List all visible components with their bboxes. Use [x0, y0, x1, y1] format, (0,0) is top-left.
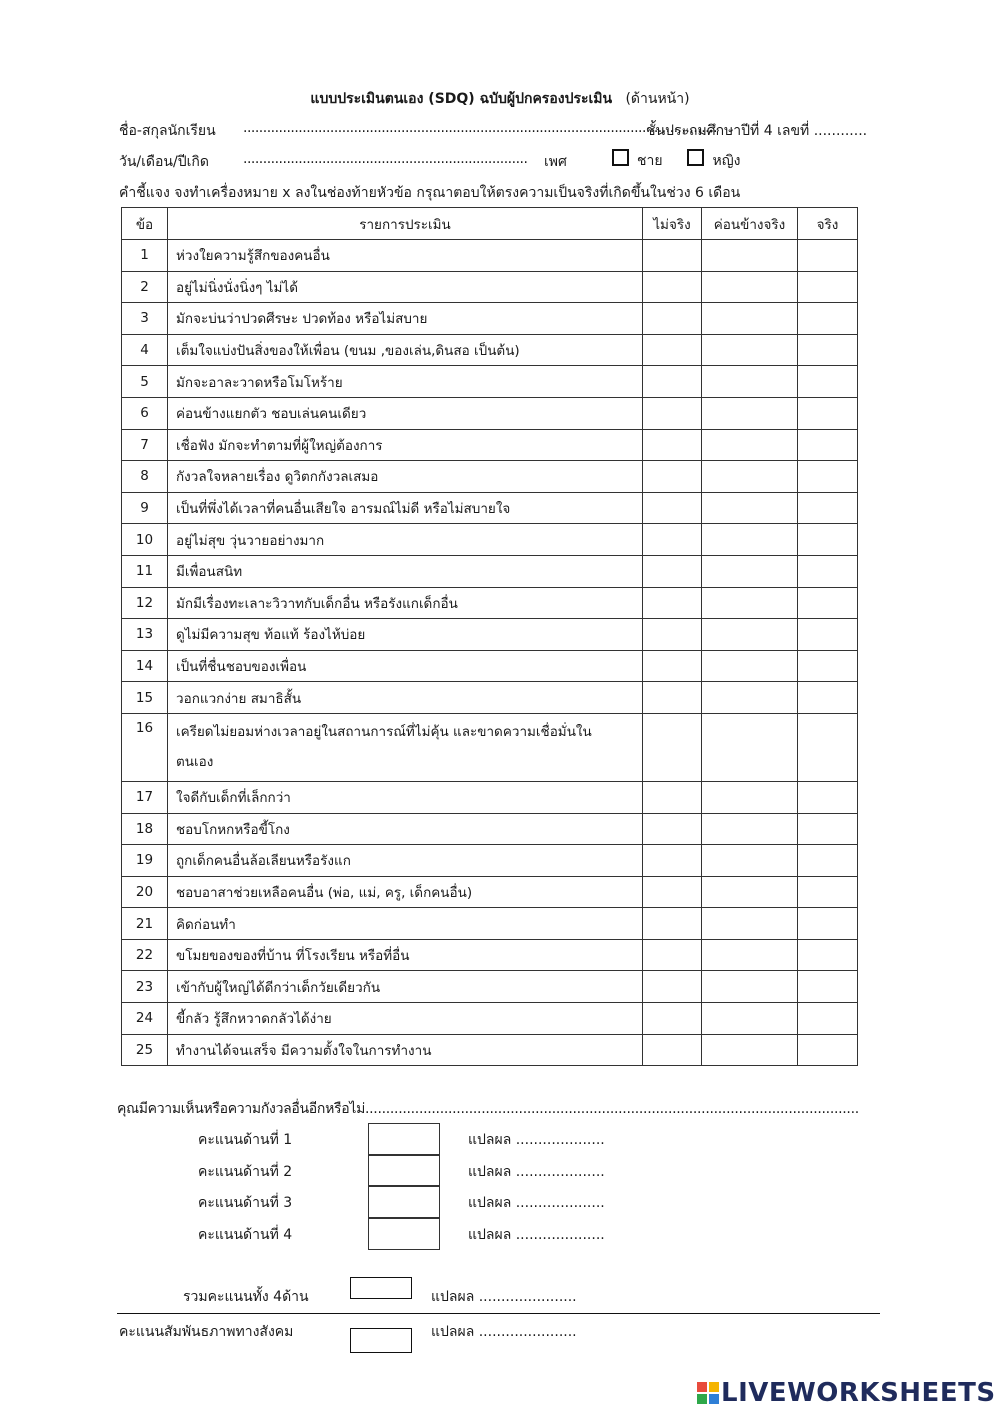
watermark-text: LIVEWORKSHEETS — [721, 1378, 996, 1408]
table-row — [122, 682, 858, 714]
item-number: 8 — [122, 461, 168, 493]
item-text: ชอบอาสาช่วยเหลือคนอื่น (พ่อ, แม่, ครู, เด็กคนอื่น) — [168, 876, 643, 908]
answer-not-true-cell[interactable] — [643, 971, 702, 1003]
answer-not-true-cell[interactable] — [643, 876, 702, 908]
item-number: 14 — [122, 650, 168, 682]
social-interp[interactable]: แปลผล ...................... — [431, 1324, 577, 1340]
answer-somewhat-true-cell[interactable] — [702, 334, 798, 366]
item-text: เป็นที่พึ่งได้เวลาที่คนอื่นเสียใจ อารมณ์ไม่ดี หรือไม่สบายใจ — [168, 492, 643, 524]
score-3-label: คะแนนด้านที่ 3 — [198, 1195, 293, 1211]
answer-somewhat-true-cell[interactable] — [702, 939, 798, 971]
liveworksheets-logo — [697, 1378, 996, 1408]
answer-somewhat-true-cell[interactable] — [702, 397, 798, 429]
instruction: คำชี้แจง จงทำเครื่องหมาย x ลงในช่องท้ายหัวข้อ กรุณาตอบให้ตรงความเป็นจริงที่เกิดขึ้นในช่วง 6 เดือน — [119, 185, 741, 201]
liveworksheets-mark-icon — [697, 1382, 719, 1404]
item-text: ชอบโกหกหรือขี้โกง — [168, 813, 643, 845]
answer-somewhat-true-cell[interactable] — [702, 271, 798, 303]
answer-somewhat-true-cell[interactable] — [702, 1003, 798, 1035]
table-row — [122, 492, 858, 524]
answer-true-cell[interactable] — [798, 555, 858, 587]
item-text — [168, 713, 643, 781]
item-text: เต็มใจแบ่งปันสิ่งของให้เพื่อน (ขนม ,ของเล่น,ดินสอ เป็นต้น) — [168, 334, 643, 366]
table-row — [122, 429, 858, 461]
answer-true-cell[interactable] — [798, 619, 858, 651]
table-row — [122, 650, 858, 682]
answer-not-true-cell[interactable] — [643, 781, 702, 813]
comment-line[interactable]: คุณมีความเห็นหรือความกังวลอื่นอีกหรือไม่....................................................................................................................... — [117, 1101, 859, 1117]
item-number: 21 — [122, 908, 168, 940]
score-1-box[interactable] — [368, 1123, 440, 1156]
answer-true-cell[interactable] — [798, 587, 858, 619]
item-text: ค่อนข้างแยกตัว ชอบเล่นคนเดียว — [168, 397, 643, 429]
item-text: ขี้กลัว รู้สึกหวาดกลัวได้ง่าย — [168, 1003, 643, 1035]
answer-true-cell[interactable] — [798, 813, 858, 845]
sex-label: เพศ — [544, 154, 567, 170]
answer-true-cell[interactable] — [798, 781, 858, 813]
table-row — [122, 334, 858, 366]
answer-not-true-cell[interactable] — [643, 587, 702, 619]
answer-not-true-cell[interactable] — [643, 240, 702, 272]
total-interp[interactable]: แปลผล ...................... — [431, 1289, 577, 1305]
item-number: 12 — [122, 587, 168, 619]
item-text: คิดก่อนทำ — [168, 908, 643, 940]
table-row — [122, 713, 858, 781]
score-3-box[interactable] — [368, 1185, 440, 1219]
answer-not-true-cell[interactable] — [643, 1003, 702, 1035]
item-number: 18 — [122, 813, 168, 845]
item-text: มักจะบ่นว่าปวดศีรษะ ปวดท้อง หรือไม่สบาย — [168, 303, 643, 335]
item-text-line-1: เครียดไม่ยอมห่างเวลาอยู่ในสถานการณ์ที่ไม่คุ้น และขาดความเชื่อมั่นใน — [176, 724, 592, 741]
header-no: ข้อ — [122, 208, 168, 240]
answer-not-true-cell[interactable] — [643, 713, 702, 781]
answer-somewhat-true-cell[interactable] — [702, 461, 798, 493]
score-2-box[interactable] — [368, 1154, 440, 1187]
answer-somewhat-true-cell[interactable] — [702, 240, 798, 272]
male-label: ชาย — [637, 153, 663, 169]
item-number: 11 — [122, 555, 168, 587]
table-row — [122, 876, 858, 908]
item-number: 25 — [122, 1034, 168, 1066]
table-row — [122, 587, 858, 619]
table-row — [122, 845, 858, 877]
item-text: เข้ากับผู้ใหญ่ได้ดีกว่าเด็กวัยเดียวกัน — [168, 971, 643, 1003]
answer-not-true-cell[interactable] — [643, 555, 702, 587]
answer-somewhat-true-cell[interactable] — [702, 650, 798, 682]
answer-true-cell[interactable] — [798, 1034, 858, 1066]
item-number: 16 — [122, 713, 168, 781]
answer-true-cell[interactable] — [798, 650, 858, 682]
item-number: 9 — [122, 492, 168, 524]
table-row — [122, 366, 858, 398]
answer-true-cell[interactable] — [798, 876, 858, 908]
item-text: มีเพื่อนสนิท — [168, 555, 643, 587]
score-4-label: คะแนนด้านที่ 4 — [198, 1227, 293, 1243]
item-text: ขโมยของของที่บ้าน ที่โรงเรียน หรือที่อื่น — [168, 939, 643, 971]
item-text: มักจะอาละวาดหรือโมโหร้าย — [168, 366, 643, 398]
answer-somewhat-true-cell[interactable] — [702, 303, 798, 335]
answer-true-cell[interactable] — [798, 303, 858, 335]
item-text: ห่วงใยความรู้สึกของคนอื่น — [168, 240, 643, 272]
item-number: 23 — [122, 971, 168, 1003]
header-true: จริง — [798, 208, 858, 240]
answer-somewhat-true-cell[interactable] — [702, 524, 798, 556]
answer-not-true-cell[interactable] — [643, 619, 702, 651]
item-number: 6 — [122, 397, 168, 429]
answer-true-cell[interactable] — [798, 939, 858, 971]
table-row — [122, 524, 858, 556]
table-row — [122, 781, 858, 813]
answer-not-true-cell[interactable] — [643, 1034, 702, 1066]
answer-not-true-cell[interactable] — [643, 366, 702, 398]
answer-somewhat-true-cell[interactable] — [702, 587, 798, 619]
table-row — [122, 271, 858, 303]
answer-true-cell[interactable] — [798, 908, 858, 940]
item-text-line-2: ตนเอง — [176, 754, 214, 771]
male-checkbox[interactable] — [612, 149, 629, 166]
table-row — [122, 619, 858, 651]
answer-true-cell[interactable] — [798, 845, 858, 877]
item-text: ทำงานได้จนเสร็จ มีความตั้งใจในการทำงาน — [168, 1034, 643, 1066]
table-row — [122, 555, 858, 587]
score-1-interp[interactable]: แปลผล .................... — [468, 1132, 605, 1148]
score-2-label: คะแนนด้านที่ 2 — [198, 1164, 293, 1180]
item-number: 22 — [122, 939, 168, 971]
item-number: 3 — [122, 303, 168, 335]
answer-somewhat-true-cell[interactable] — [702, 971, 798, 1003]
dob-label: วัน/เดือน/ปีเกิด — [119, 154, 209, 170]
item-number: 7 — [122, 429, 168, 461]
item-text: วอกแวกง่าย สมาธิสั้น — [168, 682, 643, 714]
item-text: ดูไม่มีความสุข ท้อแท้ ร้องไห้บ่อย — [168, 619, 643, 651]
item-text: ถูกเด็กคนอื่นล้อเลียนหรือรังแก — [168, 845, 643, 877]
score-4-interp[interactable]: แปลผล .................... — [468, 1227, 605, 1243]
answer-true-cell[interactable] — [798, 682, 858, 714]
answer-somewhat-true-cell[interactable] — [702, 713, 798, 781]
answer-true-cell[interactable] — [798, 461, 858, 493]
item-number: 17 — [122, 781, 168, 813]
table-row — [122, 461, 858, 493]
answer-true-cell[interactable] — [798, 492, 858, 524]
table-row — [122, 303, 858, 335]
table-row — [122, 1034, 858, 1066]
answer-true-cell[interactable] — [798, 524, 858, 556]
item-number: 20 — [122, 876, 168, 908]
answer-not-true-cell[interactable] — [643, 461, 702, 493]
answer-somewhat-true-cell[interactable] — [702, 492, 798, 524]
answer-not-true-cell[interactable] — [643, 813, 702, 845]
answer-not-true-cell[interactable] — [643, 429, 702, 461]
header-somewhat-true: ค่อนข้างจริง — [702, 208, 798, 240]
table-row — [122, 971, 858, 1003]
score-1-label: คะแนนด้านที่ 1 — [198, 1132, 293, 1148]
table-row — [122, 397, 858, 429]
social-label: คะแนนสัมพันธภาพทางสังคม — [119, 1324, 294, 1340]
grade-label[interactable]: ชั้นประถมศึกษาปีที่ 4 เลขที่ ............ — [646, 123, 868, 139]
answer-true-cell[interactable] — [798, 1003, 858, 1035]
item-number: 2 — [122, 271, 168, 303]
answer-not-true-cell[interactable] — [643, 845, 702, 877]
item-number: 5 — [122, 366, 168, 398]
answer-not-true-cell[interactable] — [643, 650, 702, 682]
female-checkbox[interactable] — [687, 149, 704, 166]
item-text: มักมีเรื่องทะเลาะวิวาทกับเด็กอื่น หรือรังแกเด็กอื่น — [168, 587, 643, 619]
item-number: 10 — [122, 524, 168, 556]
item-text: เป็นที่ชื่นชอบของเพื่อน — [168, 650, 643, 682]
name-label: ชื่อ-สกุลนักเรียน — [119, 123, 216, 139]
answer-somewhat-true-cell[interactable] — [702, 1034, 798, 1066]
answer-not-true-cell[interactable] — [643, 908, 702, 940]
social-box[interactable] — [350, 1328, 412, 1353]
answer-somewhat-true-cell[interactable] — [702, 876, 798, 908]
answer-true-cell[interactable] — [798, 334, 858, 366]
table-header-row — [122, 208, 858, 240]
answer-not-true-cell[interactable] — [643, 303, 702, 335]
header-item: รายการประเมิน — [168, 208, 643, 240]
score-4-box[interactable] — [368, 1217, 440, 1250]
table-row — [122, 1003, 858, 1035]
dob-input[interactable]: ........................................................................ — [243, 151, 528, 167]
item-number: 15 — [122, 682, 168, 714]
answer-not-true-cell[interactable] — [643, 397, 702, 429]
item-number: 4 — [122, 334, 168, 366]
table-row — [122, 908, 858, 940]
answer-somewhat-true-cell[interactable] — [702, 813, 798, 845]
answer-true-cell[interactable] — [798, 271, 858, 303]
answer-not-true-cell[interactable] — [643, 939, 702, 971]
header-not-true: ไม่จริง — [643, 208, 702, 240]
answer-somewhat-true-cell[interactable] — [702, 781, 798, 813]
name-input[interactable]: ........................................................................................................................ — [243, 120, 718, 136]
score-2-interp[interactable]: แปลผล .................... — [468, 1164, 605, 1180]
answer-true-cell[interactable] — [798, 366, 858, 398]
divider-line — [117, 1313, 880, 1314]
answer-true-cell[interactable] — [798, 971, 858, 1003]
assessment-table — [121, 207, 858, 1066]
answer-not-true-cell[interactable] — [643, 271, 702, 303]
table-row — [122, 939, 858, 971]
answer-not-true-cell[interactable] — [643, 682, 702, 714]
answer-somewhat-true-cell[interactable] — [702, 682, 798, 714]
sex-options — [612, 149, 740, 172]
answer-somewhat-true-cell[interactable] — [702, 555, 798, 587]
item-text: อยู่ไม่นิ่งนั่งนิ่งๆ ไม่ได้ — [168, 271, 643, 303]
total-box[interactable] — [350, 1277, 412, 1299]
table-row — [122, 813, 858, 845]
page-title — [0, 88, 1000, 110]
answer-not-true-cell[interactable] — [643, 524, 702, 556]
answer-somewhat-true-cell[interactable] — [702, 845, 798, 877]
item-text: ใจดีกับเด็กที่เล็กกว่า — [168, 781, 643, 813]
title-main: แบบประเมินตนเอง (SDQ) ฉบับผู้ปกครองประเมิน — [310, 91, 613, 107]
item-number: 1 — [122, 240, 168, 272]
item-text: เชื่อฟัง มักจะทำตามที่ผู้ใหญ่ต้องการ — [168, 429, 643, 461]
item-number: 19 — [122, 845, 168, 877]
answer-somewhat-true-cell[interactable] — [702, 429, 798, 461]
answer-somewhat-true-cell[interactable] — [702, 619, 798, 651]
answer-true-cell[interactable] — [798, 713, 858, 781]
answer-true-cell[interactable] — [798, 397, 858, 429]
answer-true-cell[interactable] — [798, 429, 858, 461]
table-row — [122, 240, 858, 272]
score-3-interp[interactable]: แปลผล .................... — [468, 1195, 605, 1211]
item-number: 24 — [122, 1003, 168, 1035]
answer-not-true-cell[interactable] — [643, 492, 702, 524]
answer-somewhat-true-cell[interactable] — [702, 366, 798, 398]
item-text: กังวลใจหลายเรื่อง ดูวิตกกังวลเสมอ — [168, 461, 643, 493]
total-label: รวมคะแนนทั้ง 4ด้าน — [183, 1289, 309, 1305]
female-label: หญิง — [712, 153, 741, 169]
answer-not-true-cell[interactable] — [643, 334, 702, 366]
item-number: 13 — [122, 619, 168, 651]
item-text: อยู่ไม่สุข วุ่นวายอย่างมาก — [168, 524, 643, 556]
title-side: (ด้านหน้า) — [625, 91, 690, 107]
answer-true-cell[interactable] — [798, 240, 858, 272]
answer-somewhat-true-cell[interactable] — [702, 908, 798, 940]
